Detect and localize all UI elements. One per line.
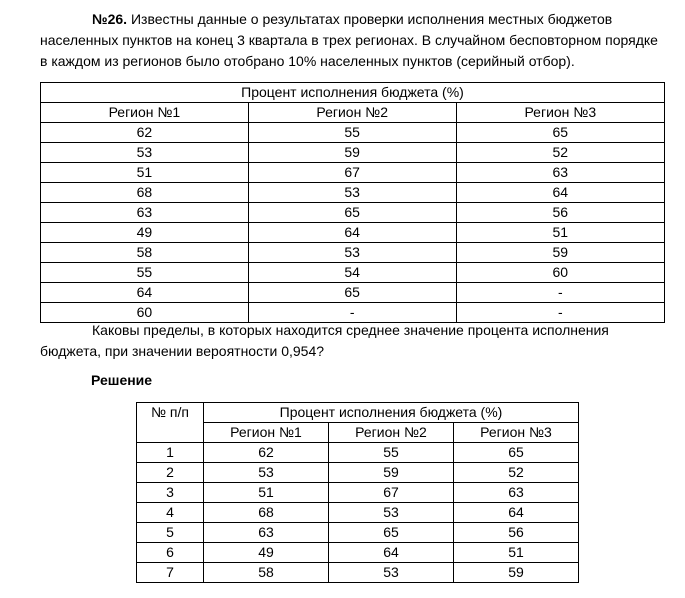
table-cell: 56 — [454, 523, 579, 543]
table-cell: - — [248, 303, 456, 323]
table-cell: 65 — [454, 443, 579, 463]
table-cell: 68 — [41, 183, 249, 203]
column-header: Регион №3 — [454, 423, 579, 443]
table-row — [137, 543, 579, 563]
table-cell: 60 — [456, 263, 664, 283]
table-cell: 65 — [456, 123, 664, 143]
table-cell: 63 — [456, 163, 664, 183]
data-table — [40, 82, 665, 323]
table-cell: 60 — [41, 303, 249, 323]
table-cell: 67 — [329, 483, 454, 503]
table-cell: 52 — [456, 143, 664, 163]
table-row — [137, 463, 579, 483]
table-cell: 64 — [454, 503, 579, 523]
column-header: Регион №1 — [204, 423, 329, 443]
problem-text: Известны данные о результатах проверки исполнения местных бюджетов населенных пунктов на конец 3 квартала в трех регионах. В случайном бесповторном порядке в каждом из регионов было отобрано 10% населенных пунктов (серийный отбор). — [40, 11, 658, 69]
table-row — [41, 203, 665, 223]
table-cell: 53 — [329, 503, 454, 523]
table-cell: 62 — [204, 443, 329, 463]
table-cell: 53 — [329, 563, 454, 583]
problem-statement — [40, 9, 660, 72]
table-row — [41, 283, 665, 303]
table-cell: 55 — [248, 123, 456, 143]
table-row — [41, 263, 665, 283]
table-cell: 62 — [41, 123, 249, 143]
table-cell: 59 — [454, 563, 579, 583]
table-cell: 58 — [204, 563, 329, 583]
table-row — [137, 523, 579, 543]
table-row — [41, 183, 665, 203]
problem-number: №26. — [92, 11, 128, 27]
table-cell: 63 — [41, 203, 249, 223]
table-title: Процент исполнения бюджета (%) — [204, 403, 579, 423]
table-cell: 65 — [329, 523, 454, 543]
table-cell: - — [456, 303, 664, 323]
table-cell: 58 — [41, 243, 249, 263]
table-cell: 56 — [456, 203, 664, 223]
table-cell: 59 — [248, 143, 456, 163]
table-row — [41, 123, 665, 143]
table-cell: 51 — [204, 483, 329, 503]
column-header: Регион №3 — [456, 103, 664, 123]
table-row — [41, 143, 665, 163]
table-cell: 4 — [137, 503, 204, 523]
table-cell: 52 — [454, 463, 579, 483]
table-cell: 67 — [248, 163, 456, 183]
table-cell: - — [456, 283, 664, 303]
table-row — [41, 243, 665, 263]
table-cell: 59 — [456, 243, 664, 263]
table-cell: 53 — [248, 183, 456, 203]
table-cell: 7 — [137, 563, 204, 583]
table-cell: 51 — [456, 223, 664, 243]
table-cell: 55 — [41, 263, 249, 283]
table-row — [41, 223, 665, 243]
table-cell: 64 — [248, 223, 456, 243]
table-cell: 63 — [454, 483, 579, 503]
table-cell: 64 — [456, 183, 664, 203]
table-cell: 1 — [137, 443, 204, 463]
column-header: Регион №2 — [329, 423, 454, 443]
table-cell: 64 — [329, 543, 454, 563]
table-cell: 3 — [137, 483, 204, 503]
table-title: Процент исполнения бюджета (%) — [41, 83, 665, 103]
table-row — [137, 483, 579, 503]
table-row — [137, 503, 579, 523]
table-cell: 49 — [41, 223, 249, 243]
table-cell: 51 — [41, 163, 249, 183]
table-cell: 49 — [204, 543, 329, 563]
table-cell: 5 — [137, 523, 204, 543]
table-cell: 68 — [204, 503, 329, 523]
table-cell: 6 — [137, 543, 204, 563]
table-cell: 55 — [329, 443, 454, 463]
table-cell: 59 — [329, 463, 454, 483]
table-cell: 2 — [137, 463, 204, 483]
table-row — [137, 563, 579, 583]
table-row — [41, 163, 665, 183]
question-text: Каковы пределы, в которых находится среднее значение процента исполнения бюджета, при значении вероятности 0,954? — [40, 322, 609, 359]
row-number-header: № п/п — [137, 403, 204, 443]
table-cell: 51 — [454, 543, 579, 563]
column-header: Регион №2 — [248, 103, 456, 123]
table-cell: 53 — [41, 143, 249, 163]
table-cell: 65 — [248, 203, 456, 223]
solution-table — [136, 402, 579, 583]
table-cell: 64 — [41, 283, 249, 303]
table-cell: 53 — [204, 463, 329, 483]
solution-heading: Решение — [91, 372, 153, 388]
table-cell: 65 — [248, 283, 456, 303]
table-cell: 63 — [204, 523, 329, 543]
table-cell: 54 — [248, 263, 456, 283]
table-cell: 53 — [248, 243, 456, 263]
column-header: Регион №1 — [41, 103, 249, 123]
table-row — [137, 443, 579, 463]
